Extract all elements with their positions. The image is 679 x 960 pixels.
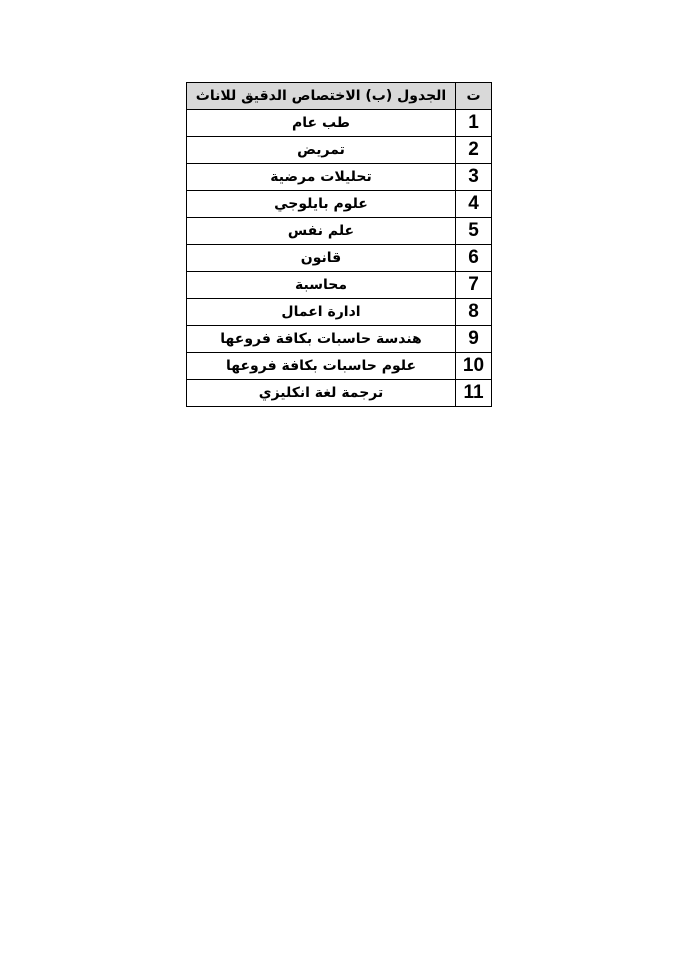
row-specialty: طب عام <box>187 110 456 137</box>
table-row <box>187 137 492 164</box>
row-number: 2 <box>456 137 492 164</box>
table-row <box>187 353 492 380</box>
row-number: 4 <box>456 191 492 218</box>
row-specialty: علوم حاسبات بكافة فروعها <box>187 353 456 380</box>
table-row <box>187 110 492 137</box>
table-row <box>187 272 492 299</box>
table-row <box>187 326 492 353</box>
row-specialty: ترجمة لغة انكليزي <box>187 380 456 407</box>
row-number: 7 <box>456 272 492 299</box>
row-specialty: هندسة حاسبات بكافة فروعها <box>187 326 456 353</box>
header-title: الجدول (ب) الاختصاص الدقيق للاناث <box>187 83 456 110</box>
row-number: 11 <box>456 380 492 407</box>
row-specialty: تمريض <box>187 137 456 164</box>
table-row <box>187 380 492 407</box>
table-row <box>187 245 492 272</box>
table-row <box>187 191 492 218</box>
row-specialty: قانون <box>187 245 456 272</box>
row-specialty: ادارة اعمال <box>187 299 456 326</box>
row-specialty: علوم بايلوجي <box>187 191 456 218</box>
table-row <box>187 299 492 326</box>
row-specialty: علم نفس <box>187 218 456 245</box>
row-number: 3 <box>456 164 492 191</box>
table-header-row <box>187 83 492 110</box>
row-number: 1 <box>456 110 492 137</box>
row-number: 10 <box>456 353 492 380</box>
row-number: 9 <box>456 326 492 353</box>
row-specialty: تحليلات مرضية <box>187 164 456 191</box>
row-number: 8 <box>456 299 492 326</box>
table-row <box>187 164 492 191</box>
table-row <box>187 218 492 245</box>
row-number: 6 <box>456 245 492 272</box>
row-number: 5 <box>456 218 492 245</box>
row-specialty: محاسبة <box>187 272 456 299</box>
specialties-table <box>186 82 492 407</box>
header-number: ت <box>456 83 492 110</box>
